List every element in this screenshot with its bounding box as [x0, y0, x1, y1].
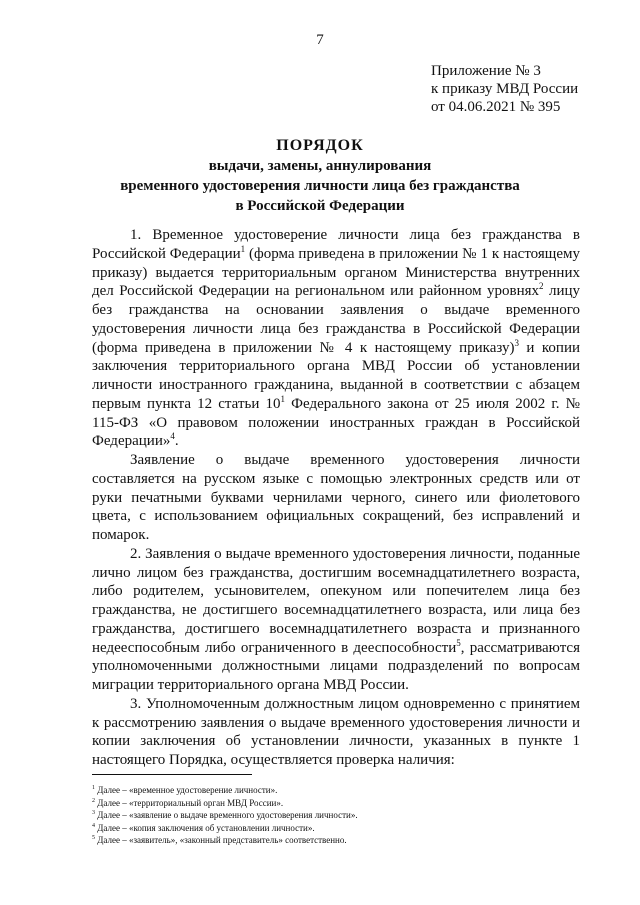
title-subtitle-3: в Российской Федерации	[235, 198, 405, 214]
footnote-ref: 3	[514, 337, 519, 348]
footnote-text: Далее – «копия заключения об установлении личности».	[95, 822, 315, 833]
footnote-text: Далее – «заявитель», «законный представитель» соответственно.	[95, 835, 347, 845]
footnote-item	[92, 809, 580, 822]
appendix-date-line: от 04.06.2021 № 395	[431, 99, 561, 115]
footnote-ref: 4	[170, 431, 175, 442]
appendix-line: Приложение № 3	[431, 63, 541, 79]
article-superscript: 1	[280, 393, 285, 404]
title-subtitle-1: выдачи, замены, аннулирования	[208, 158, 432, 174]
footnote-item	[92, 784, 580, 797]
footnote-number: 1	[92, 785, 95, 791]
footnote-number: 4	[92, 822, 95, 829]
footnote-number: 3	[92, 810, 95, 816]
document-title	[0, 136, 640, 216]
footnote-number: 2	[92, 797, 95, 804]
footnote-ref: 2	[539, 281, 544, 292]
paragraph-1-text-d: и копии заключения территориального органа МВД России об установлении личности иностранного гражданина, выданной в соответствии с абзацем первым пункта 12 статьи 10	[92, 339, 581, 412]
footnote-item	[92, 822, 580, 835]
appendix-order-line: к приказу МВД России	[431, 81, 579, 97]
footnote-divider	[92, 774, 252, 775]
paragraph-3	[92, 545, 580, 695]
document-body	[92, 226, 580, 770]
footnote-ref: 5	[456, 637, 461, 648]
paragraph-1-text-f: .	[174, 433, 179, 450]
footnote-text: Далее – «временное удостоверение личности».	[95, 785, 278, 795]
footnote-text: Далее – «заявление о выдаче временного удостоверения личности».	[95, 810, 358, 820]
paragraph-1-text-a: 1. Временное удостоверение личности лица без гражданства в Российской Федерации	[92, 227, 580, 262]
paragraph-2: Заявление о выдаче временного удостоверения личности составляется на русском языке с помощью электронных средств или от руки печатными буквами чернилами черного, синего или фиолетового цвета, с использованием официальных сокращений, без исправлений и помарок.	[92, 452, 580, 543]
title-main: ПОРЯДОК	[276, 137, 364, 154]
paragraph-1-text-c: лицу без гражданства на основании заявления о выдаче временного удостоверения личности лица без гражданства в Российской Федерации (форма приведена в приложении № 4 к настоящему приказу)	[92, 283, 580, 356]
paragraph-3-text-a: 2. Заявления о выдаче временного удостоверения личности, поданные лично лицом без гражданства, достигшим восемнадцатилетнего возраста, либо родителем, усыновителем, опекуном или попечителем лица без гражданства, не достигшего восемнадцатилетнего возраста, или лица без гражданства, достигшего восемнадцатилетнего возраста и признанного недееспособным либо ограниченного в дееспособности	[92, 545, 580, 656]
paragraph-1	[92, 226, 580, 451]
page-number: 7	[316, 32, 324, 48]
footnotes	[92, 784, 580, 847]
footnote-number: 5	[92, 835, 95, 841]
footnote-item	[92, 834, 580, 847]
paragraph-1-text-e: Федерального закона от 25 июля 2002 г. № 115-ФЗ «О правовом положении иностранных граждан в Российской Федерации»	[92, 395, 580, 450]
footnote-item	[92, 797, 580, 810]
appendix-block	[431, 62, 578, 116]
paragraph-1-text-b: (форма приведена в приложении № 1 к настоящему приказу) выдается территориальным органом Министерства внутренних дел Российской Федерации на региональном или районном уровнях	[92, 245, 580, 300]
footnote-ref: 1	[240, 243, 246, 254]
footnote-text: Далее – «территориальный орган МВД России».	[95, 797, 284, 808]
title-subtitle-2: временного удостоверения личности лица без гражданства	[120, 178, 520, 194]
paragraph-3-text-b: , рассматриваются уполномоченными должностными лицами подразделений по вопросам миграции территориального органа МВД России.	[92, 639, 580, 693]
paragraph-4: 3. Уполномоченным должностным лицом одновременно с принятием к рассмотрению заявления о выдаче временного удостоверения личности и копии заключения об установлении личности, указанных в пункте 1 настоящего Порядка, осуществляется проверка наличия:	[92, 695, 580, 768]
